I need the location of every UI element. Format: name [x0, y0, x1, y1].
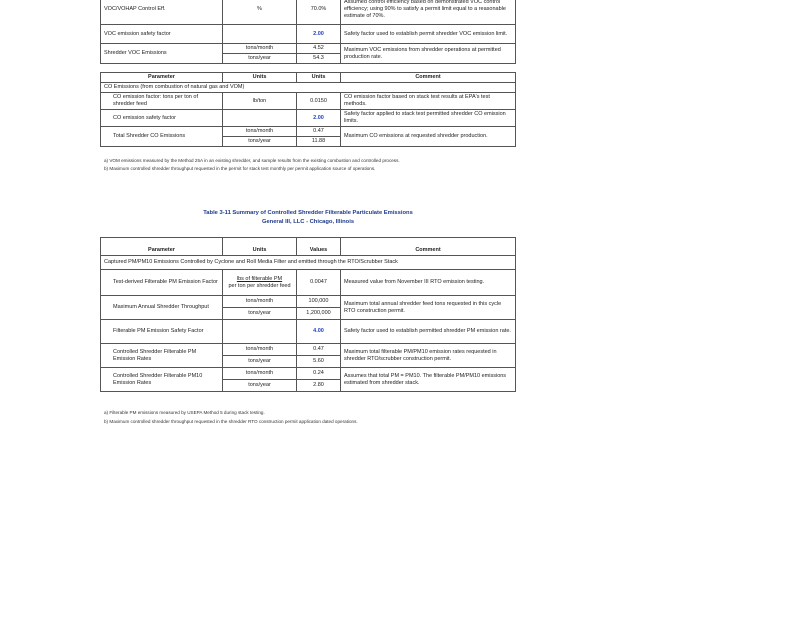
units-cell: tons/month	[223, 296, 297, 308]
table-row	[101, 270, 516, 296]
value-cell: 0.0047	[297, 270, 341, 296]
value-cell: 0.24	[297, 368, 341, 380]
units-cell: tons/month	[223, 368, 297, 380]
table-row	[101, 0, 516, 25]
footnote: a) VOM emissions measured by the Method 25A in an existing shredder, and sample results from the existing combustion and controlled process.	[104, 158, 400, 163]
units-cell: tons/year	[223, 356, 297, 368]
comment-cell: Safety factor applied to stack test permitted shredder CO emission limits.	[341, 110, 516, 127]
footnote: a) Filterable PM emissions measured by USEPA Method 5 during stack testing.	[104, 410, 265, 415]
footnote: b) Maximum controlled shredder throughput requested in the permit for stack test monthly per permit application source of operations.	[104, 166, 376, 171]
param-cell: Test-derived Filterable PM Emission Factor	[101, 270, 223, 296]
param-cell: Shredder VOC Emissions	[101, 44, 223, 64]
comment-cell: Maximum VOC emissions from shredder operations at permitted production rate.	[341, 44, 516, 64]
section-label: CO Emissions (from combustion of natural gas and VOM)	[101, 83, 516, 93]
column-header: Comment	[341, 238, 516, 256]
column-header: Parameter	[101, 73, 223, 83]
comment-cell: Maximum total annual shredder feed tons requested in this cycle RTO construction permit.	[341, 296, 516, 320]
comment-cell: Measured value from November III RTO emission testing.	[341, 270, 516, 296]
comment-cell: Assumed control efficiency based on demonstrated VOC control efficiency; using 90% to satisfy a permit limit equal to a reasonable estimate of 70%.	[341, 0, 516, 25]
units-cell	[223, 25, 297, 44]
param-cell: CO emission factor: tons per ton of shredder feed	[101, 93, 223, 110]
value-cell: 100,000	[297, 296, 341, 308]
comment-cell: Safety factor used to establish permitted shredder PM emission rate.	[341, 320, 516, 344]
column-header: Comment	[341, 73, 516, 83]
units-cell: tons/year	[223, 54, 297, 64]
table-title: Table 3-11 Summary of Controlled Shredder Filterable Particulate Emissions	[203, 210, 413, 216]
value-cell: 4.00	[297, 320, 341, 344]
param-cell: Filterable PM Emission Safety Factor	[101, 320, 223, 344]
column-header: Units	[297, 73, 341, 83]
param-cell: Controlled Shredder Filterable PM Emission Rates	[101, 344, 223, 368]
table-row	[101, 296, 516, 308]
comment-cell: Safety factor used to establish permit shredder VOC emission limit.	[341, 25, 516, 44]
section-row	[101, 256, 516, 270]
table-row	[101, 344, 516, 356]
table-row	[101, 110, 516, 127]
column-header: Units	[223, 238, 297, 256]
section-label: Captured PM/PM10 Emissions Controlled by Cyclone and Roll Media Filter and emitted through the RTO/Scrubber Stack	[101, 256, 516, 270]
table-row	[101, 25, 516, 44]
section-row	[101, 83, 516, 93]
footnote: b) Maximum controlled shredder throughput requested in the shredder RTO construction permit application dated operations.	[104, 419, 358, 424]
units-cell: tons/month	[223, 127, 297, 137]
param-cell: VOC emission safety factor	[101, 25, 223, 44]
table-subtitle: General III, LLC - Chicago, Illinois	[261, 219, 355, 225]
value-cell: 1,200,000	[297, 308, 341, 320]
pm-table	[100, 237, 516, 392]
value-cell: 2.00	[297, 25, 341, 44]
value-cell: 2.00	[297, 110, 341, 127]
units-cell: %	[223, 0, 297, 25]
units-numerator: lbs of filterable PM	[236, 275, 283, 282]
comment-cell: Assumes that total PM = PM10. The filterable PM/PM10 emissions estimated from shredder stack.	[341, 368, 516, 392]
units-cell: tons/year	[223, 308, 297, 320]
param-cell: VOC/VOHAP Control Eff.	[101, 0, 223, 25]
units-cell	[223, 320, 297, 344]
comment-cell: Maximum total filterable PM/PM10 emission rates requested in shredder RTO/scrubber construction permit.	[341, 344, 516, 368]
value-cell: 11.88	[297, 137, 341, 147]
value-cell: 0.0150	[297, 93, 341, 110]
co-table	[100, 72, 516, 147]
comment-cell: Maximum CO emissions at requested shredder production.	[341, 127, 516, 147]
comment-cell: CO emission factor based on stack test results at EPA's test methods.	[341, 93, 516, 110]
header-row	[101, 73, 516, 83]
column-header: Values	[297, 238, 341, 256]
column-header: Parameter	[101, 238, 223, 256]
value-cell: 0.47	[297, 344, 341, 356]
value-cell: 5.60	[297, 356, 341, 368]
units-cell: lb/ton	[223, 93, 297, 110]
table-row	[101, 127, 516, 137]
param-cell: Total Shredder CO Emissions	[101, 127, 223, 147]
units-cell: tons/year	[223, 137, 297, 147]
units-cell	[223, 110, 297, 127]
value-cell: 2.80	[297, 380, 341, 392]
table-row	[101, 93, 516, 110]
units-cell: tons/year	[223, 380, 297, 392]
units-cell: tons/month	[223, 344, 297, 356]
table-row	[101, 320, 516, 344]
units-cell	[223, 270, 297, 296]
param-cell: CO emission safety factor	[101, 110, 223, 127]
voc-table	[100, 0, 516, 64]
value-cell: 4.52	[297, 44, 341, 54]
param-cell: Controlled Shredder Filterable PM10 Emission Rates	[101, 368, 223, 392]
value-cell: 54.3	[297, 54, 341, 64]
value-cell: 0.47	[297, 127, 341, 137]
table-row	[101, 368, 516, 380]
table-row	[101, 44, 516, 54]
header-row	[101, 238, 516, 256]
value-cell: 70.0%	[297, 0, 341, 25]
units-denominator: per ton per shredder feed	[228, 282, 291, 289]
units-cell: tons/month	[223, 44, 297, 54]
column-header: Units	[223, 73, 297, 83]
param-cell: Maximum Annual Shredder Throughput	[101, 296, 223, 320]
